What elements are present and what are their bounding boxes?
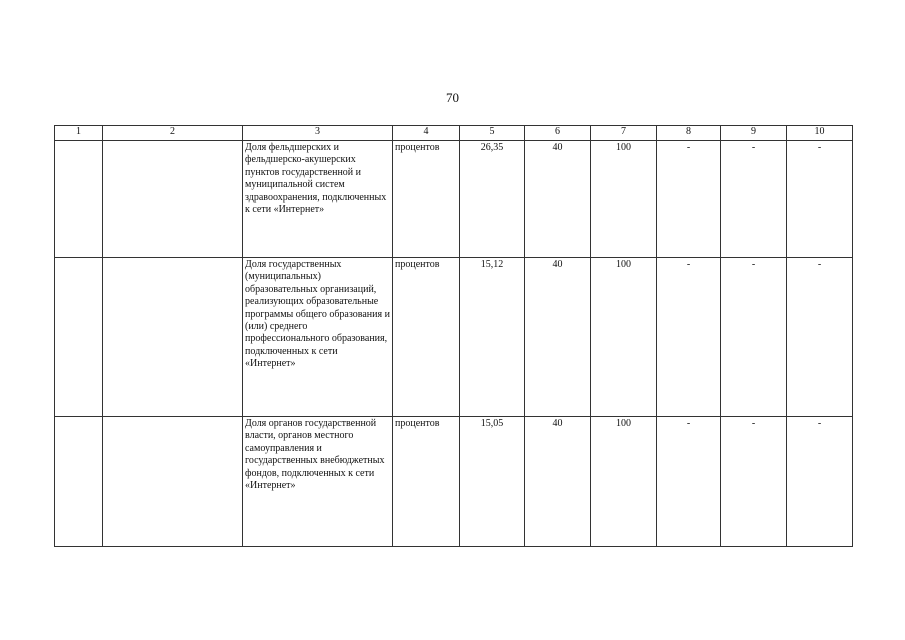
value-cell: - <box>657 258 721 417</box>
unit-cell: процентов <box>393 141 460 258</box>
empty-cell <box>103 417 243 547</box>
value-cell: 15,05 <box>460 417 525 547</box>
column-header: 7 <box>591 126 657 141</box>
unit-cell: процентов <box>393 417 460 547</box>
table-row <box>55 417 853 547</box>
column-header: 10 <box>787 126 853 141</box>
value-cell: 100 <box>591 417 657 547</box>
indicator-name: Доля органов государственной власти, органов местного самоуправления и государственных внебюджетных фондов, подключенных к сети «Интернет» <box>243 417 393 547</box>
value-cell: - <box>721 258 787 417</box>
page-number: 70 <box>446 90 459 105</box>
column-header: 8 <box>657 126 721 141</box>
column-header: 2 <box>103 126 243 141</box>
column-header: 9 <box>721 126 787 141</box>
empty-cell <box>103 141 243 258</box>
empty-cell <box>55 258 103 417</box>
value-cell: - <box>657 141 721 258</box>
value-cell: 15,12 <box>460 258 525 417</box>
empty-cell <box>103 258 243 417</box>
unit-cell: процентов <box>393 258 460 417</box>
empty-cell <box>55 417 103 547</box>
value-cell: 40 <box>525 141 591 258</box>
empty-cell <box>55 141 103 258</box>
indicator-name: Доля государственных (муниципальных) образовательных организаций, реализующих образовательные программы общего образования и (или) среднего профессионального образования, подключенных к сети «Интернет» <box>243 258 393 417</box>
value-cell: - <box>787 258 853 417</box>
table-row <box>55 258 853 417</box>
value-cell: - <box>721 417 787 547</box>
value-cell: - <box>721 141 787 258</box>
value-cell: 100 <box>591 141 657 258</box>
column-header: 6 <box>525 126 591 141</box>
value-cell: 40 <box>525 258 591 417</box>
value-cell: 100 <box>591 258 657 417</box>
indicators-table <box>54 125 853 547</box>
column-header: 4 <box>393 126 460 141</box>
column-header: 1 <box>55 126 103 141</box>
value-cell: 26,35 <box>460 141 525 258</box>
column-header: 3 <box>243 126 393 141</box>
value-cell: - <box>657 417 721 547</box>
column-number-row <box>55 126 853 141</box>
value-cell: - <box>787 141 853 258</box>
value-cell: 40 <box>525 417 591 547</box>
value-cell: - <box>787 417 853 547</box>
table-row <box>55 141 853 258</box>
indicator-name: Доля фельдшерских и фельдшерско-акушерских пунктов государственной и муниципальной систем здравоохранения, подключенных к сети «Интернет» <box>243 141 393 258</box>
column-header: 5 <box>460 126 525 141</box>
